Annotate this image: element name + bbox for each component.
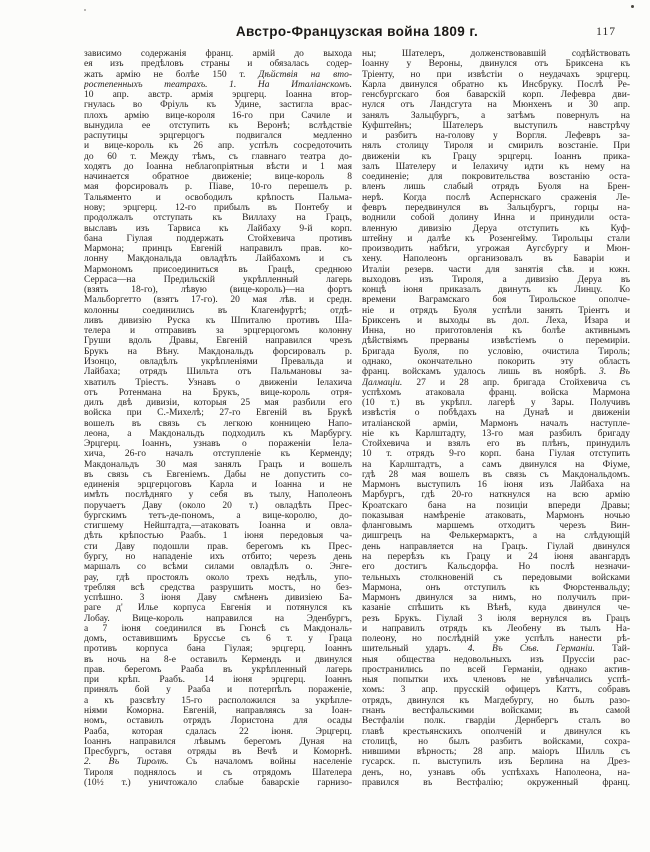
text-line: стигшему Нейштадта,—атаковать Іоанна и овла- xyxy=(84,521,352,532)
text-line: при крѣп. Раабъ. 14 іюня эрцгерц. Іоаннъ xyxy=(84,675,352,686)
text-line: столицѣ, но былъ разбитъ войсками, сохра- xyxy=(362,736,630,747)
text-line: продолжалъ отступать къ Виллаху на Грацъ, xyxy=(84,213,352,224)
text-line: Макдональдъ 30 мая занялъ Грацъ и вошелъ xyxy=(84,459,352,470)
text-line: успѣшно. 3 іюня Даву смѣненъ дивизіею Ба- xyxy=(84,593,352,604)
text-line: вленъ лишь слабый отрядъ Буоля на Брен- xyxy=(362,182,630,193)
text-line: Тріенту, но при извѣстіи о неудачахъ эрцгерц. xyxy=(362,69,630,80)
text-line: однако, окончательно покорить эту область xyxy=(362,356,630,367)
text-line: Далмаціи. 27 и 28 апр. бригада Стойхевича съ xyxy=(362,377,630,388)
text-line: сти Даву подошли прав. берегомъ къ Прес- xyxy=(84,541,352,552)
text-line: Италіи резерв. части для занятія сѣв. и южн. xyxy=(362,264,630,275)
text-line: мая форсировалъ р. Піаве, 10-го перешелъ р. xyxy=(84,182,352,193)
text-line: ны; Шателеръ, долженствовавшій содѣйствовать xyxy=(362,49,630,59)
text-line: колонны соединились въ Клагенфуртѣ; отдѣ- xyxy=(84,305,352,316)
text-line: плохъ армію вице-короля 16-го при Сачиле и xyxy=(84,110,352,121)
text-line: имѣть послѣдняго у себя въ тылу, Наполеонъ xyxy=(84,490,352,501)
text-line: (10 т.) въ укрѣпл. лагерѣ у Зары. Получивъ xyxy=(362,398,630,409)
text-line: нившими вѣрность; 28 апр. маіоръ Шилль съ xyxy=(362,747,630,758)
running-head xyxy=(84,24,630,42)
text-line: дѣть крѣпостью Раабъ. 1 іюня передовыя ча- xyxy=(84,531,352,542)
text-line: Стойхевича и взялъ его въ плѣнъ, принудилъ xyxy=(362,439,630,450)
text-line: гнанъ вестфальскими войсками; въ самой xyxy=(362,706,630,716)
text-line: гнулась во Фріуль къ Удине, застигла врас- xyxy=(84,100,352,111)
scan-speck xyxy=(631,5,634,8)
text-line: Тальяменто и освободилъ крѣпость Пальма- xyxy=(84,192,352,203)
text-line: начинается обратное движеніе; вице-король 8 xyxy=(84,172,352,183)
text-line: Мармонъ выступилъ 16 іюня изъ Лайбаха на xyxy=(362,480,630,491)
text-line: хомъ: 3 апр. прусскій офицеръ Каттъ, собравъ xyxy=(362,685,630,696)
text-line: войска при С.-Михелѣ; 27-го Евгеній въ Брукѣ xyxy=(84,408,352,419)
text-line: хену. Наполеонъ организовалъ въ Баваріи и xyxy=(362,254,630,265)
text-line: пространились по всей Германіи, однако актив- xyxy=(362,664,630,675)
text-line: въ связь съ Евгеніемъ. Дабы не допустить со- xyxy=(84,469,352,480)
text-line: производить набѣги, угрожая Аугсбургу и Мюн- xyxy=(362,244,630,255)
text-line: движеніи къ Грацу эрцгерц. Іоаннъ прика- xyxy=(362,151,630,162)
text-line: Лайбаха; отрядъ Шильта отъ Пальмановы за- xyxy=(84,367,352,378)
text-line: выславъ изъ Тарвиса къ Лайбаху 9-й корп. xyxy=(84,223,352,234)
text-line: полеону, но послѣдній уже успѣлъ нанести рѣ- xyxy=(362,634,630,645)
text-line: принялъ бой у Рааба и потерпѣлъ пораженіе, xyxy=(84,685,352,696)
text-line: леона, а Макдональдъ подходилъ къ Марбургу. xyxy=(84,428,352,439)
text-line: въ ночь на 8-е оставилъ Кермендъ и двинулся xyxy=(84,654,352,665)
text-line: лонну Макдональда овладѣть Лайбахомъ и съ xyxy=(84,254,352,265)
text-line: гдѣ 28 мая вошелъ въ связь съ Макдональдомъ. xyxy=(362,469,630,480)
text-line: вленную дивизію Деруа отступить къ Куф- xyxy=(362,223,630,234)
text-line: противъ корпуса бана Гіулая; эрцгерц. Іоаннъ xyxy=(84,644,352,655)
text-line: нову; эрцгерц. 12-го прибылъ въ Понтебу и xyxy=(84,202,352,213)
text-line: ніями Коморна. Евгеній, направляясь за Іоан- xyxy=(84,706,352,716)
text-line: занялъ Зальцбургъ, а затѣмъ повернулъ на xyxy=(362,110,630,121)
text-line: на Карлштадтъ, а самъ двинулся на Фіуме, xyxy=(362,459,630,470)
text-line: Серраса—на Предильскій укрѣпленный лагерь xyxy=(84,274,352,285)
text-line: ныя общества недовольныхъ изъ Пруссіи рас- xyxy=(362,654,630,665)
text-columns xyxy=(84,49,630,788)
text-line: ныя попытки ихъ членовъ не увѣнчались успѣ- xyxy=(362,675,630,686)
text-line: концѣ іюня приказалъ двинуть къ Линцу. Ко xyxy=(362,285,630,296)
text-line: его достигъ Кальсдорфа. Но послѣ незначи- xyxy=(362,562,630,573)
text-line: залъ Шателеру и Іелахичу идти къ нему на xyxy=(362,161,630,172)
text-line: показывая намѣреніе атаковать, Мармонъ ночью xyxy=(362,510,630,521)
text-line: дишгрецъ на Фелькермарктъ, а на слѣдующій xyxy=(362,531,630,542)
text-line: нулся отъ Ландсгута на Мюнхенъ и 30 апр. xyxy=(362,100,630,111)
text-line: соединеніе; для покровительства возстанію оста- xyxy=(362,172,630,183)
text-line: распутицы эрцгерцогъ подвигался медленно xyxy=(84,131,352,142)
text-line: Рааба, которая сдалась 22 іюня. Эрцгерц. xyxy=(84,726,352,737)
text-line: рау, гдѣ простоялъ около трехъ недѣль, упо- xyxy=(84,572,352,583)
text-line: времени Ваграмскаго боя Тирольское ополче- xyxy=(362,295,630,306)
text-line: денъ, но, узнавъ объ успѣхахъ Наполеона, на- xyxy=(362,767,630,778)
text-line: Кроатскаго бана на позиціи впереди Дравы; xyxy=(362,500,630,511)
text-line: на перерѣзъ къ Грацу и 24 іюня авангардъ xyxy=(362,552,630,563)
text-line: Бригада Буоля, по условію, очистила Тироль; xyxy=(362,346,630,357)
text-line: и вице-король къ 26 апр. успѣлъ сосредоточить xyxy=(84,141,352,152)
text-line: Мармонъ двинулся за нимъ, но получилъ при- xyxy=(362,593,630,604)
column-left xyxy=(84,49,352,788)
text-line: фланговымъ маршемъ отходитъ черезъ Вин- xyxy=(362,521,630,532)
text-line: выходовъ изъ Тироля, а дивизію Деруа въ xyxy=(362,274,630,285)
text-line: (10½ т.) уничтожало слабые баварскіе гарнизо- xyxy=(84,777,352,788)
text-line: главѣ крестьянскихъ ополченій и двинулся къ xyxy=(362,726,630,737)
text-line: Марбургъ, гдѣ 20-го наткнулся на всю армію xyxy=(362,490,630,501)
text-line: Инна, но приготовленія къ болѣе активнымъ xyxy=(362,326,630,337)
text-line: ливъ дивизію Руска къ Шпиталю противъ Ша- xyxy=(84,315,352,326)
text-line: нялъ столицу Тироля и смирилъ возстаніе. При xyxy=(362,141,630,152)
text-line: извѣстія о побѣдахъ на Дунаѣ и движеніи xyxy=(362,408,630,419)
text-line: телера и отправивъ за эрцгерцогомъ колонну xyxy=(84,326,352,337)
text-line: отрядъ, двинулся къ Магдебургу, но былъ разо- xyxy=(362,695,630,706)
page-number: 117 xyxy=(596,26,616,38)
text-line: Груши вдоль Дравы, Евгеній направился чрезъ xyxy=(84,336,352,347)
text-line: Мармона, онъ отступилъ къ Фюрстенвальду; xyxy=(362,582,630,593)
text-line: Мармономъ присоединиться въ Грацѣ, среднюю xyxy=(84,264,352,275)
text-line: тельныхъ столкновеній съ передовыми войсками xyxy=(362,572,630,583)
text-line: ніе къ Карлштадту, 13-го мая разбилъ бригаду xyxy=(362,428,630,439)
text-line: 2. Въ Тиролѣ. Съ началомъ войны населеніе xyxy=(84,757,352,768)
text-line: зависимо содержанія франц. армій до выхода xyxy=(84,49,352,59)
text-line: Вестфаліи полк. гвардіи Дернбергъ сталъ во xyxy=(362,716,630,727)
text-line: отъ Ротенмана на Брукъ, вице-король отря- xyxy=(84,387,352,398)
text-line: (взять 18-го), лѣвую (вице-король)—на фортъ xyxy=(84,285,352,296)
text-line: резъ Брукъ. Гіулай 3 іюля вернулся въ Грацъ xyxy=(362,613,630,624)
text-line: Лобау. Вице-король направился на Эденбургъ, xyxy=(84,613,352,624)
text-line: Пресбургъ, оставя отряды въ Вечѣ и Коморнѣ. xyxy=(84,747,352,758)
text-line: Тироля поднялось и съ отрядомъ Шателера xyxy=(84,767,352,778)
text-line: и направилъ отрядъ къ Леобену въ тылъ На- xyxy=(362,623,630,634)
text-line: успѣхомъ атаковала франц. войска Мармона xyxy=(362,387,630,398)
text-line: нерѣ. Когда послѣ Аспернскаго сраженія Ле- xyxy=(362,192,630,203)
text-line: 10 т. отрядъ 9-го корп. бана Гіулая отступить xyxy=(362,449,630,460)
column-right xyxy=(362,49,630,788)
text-line: хватилъ Тріестъ. Узнавъ о движеніи Іелахича xyxy=(84,377,352,388)
text-line: раге д' Илье корпуса Евгенія и потянулся къ xyxy=(84,603,352,614)
text-line: Іоанну у Вероны, двинулся отъ Бриксена къ xyxy=(362,59,630,70)
text-line: Мальборгетто (взятъ 17-го). 20 мая лѣв. и средн. xyxy=(84,295,352,306)
text-line: а къ разсвѣту 15-го расположился за укрѣпле- xyxy=(84,695,352,706)
text-line: до 60 т. Между тѣмъ, съ главнаго театра до- xyxy=(84,151,352,162)
text-line: ея изъ предѣловъ страны и обязалась содер- xyxy=(84,59,352,70)
text-line: жать армію не болѣе 150 т. Дѣйствія на вто- xyxy=(84,69,352,80)
text-line: Бриксенъ и выходы въ дол. Леха, Изара и xyxy=(362,315,630,326)
text-line: казаніе спѣшить къ Вѣнѣ, куда двинулся че- xyxy=(362,603,630,614)
text-line: требляя всѣ средства разрушить мостъ, но без- xyxy=(84,582,352,593)
text-line: 10 апр. австр. армія эрцгерц. Іоанна втор- xyxy=(84,90,352,101)
text-line: италіанской арміи, Мармонъ началъ наступле- xyxy=(362,418,630,429)
text-line: ростепенныхъ театрахъ. 1. На Италіанскомъ. xyxy=(84,79,352,90)
text-line: домъ, оставившимъ Бруссье съ 6 т. у Граца xyxy=(84,634,352,645)
text-line: хича, 26-го началъ отступленіе къ Керменду; xyxy=(84,449,352,460)
text-line: единенія эрцгерцоговъ Карла и Іоанна и не xyxy=(84,480,352,491)
text-line: Карла двинулся обратно къ Инсбруку. Послѣ Ре- xyxy=(362,79,630,90)
text-line: февръ передвинулся въ Зальцбургъ, горцы на- xyxy=(362,202,630,213)
text-line: дѣйствіямъ прерваны извѣстіемъ о перемиріи. xyxy=(362,336,630,347)
text-line: день направляется на Грацъ. Гіулай двинулся xyxy=(362,541,630,552)
text-line: поручаетъ Даву (около 20 т.) овладѣть Прес- xyxy=(84,500,352,511)
text-line: Эрцгерц. Іоаннъ, узнавъ о пораженіи Іела- xyxy=(84,439,352,450)
text-line: ніе и отрядъ Буоля успѣли занять Тріентъ и xyxy=(362,305,630,316)
text-line: Куфштейнъ; Шателеръ выступилъ навстрѣчу xyxy=(362,120,630,131)
text-line: бургу, но нападеніе ихъ отбито; черезъ день xyxy=(84,552,352,563)
text-line: франц. войскамъ удалось лишь въ ноябрѣ. 3. Въ xyxy=(362,367,630,378)
text-line: штейну и далѣе къ Розенгейму. Тирольцы стали xyxy=(362,233,630,244)
text-line: прав. берегомъ Рааба въ укрѣпленный лагерь xyxy=(84,664,352,675)
text-line: а 7 іюня соединился въ Гюнсѣ съ Макдональ- xyxy=(84,623,352,634)
text-line: вынудила ее отступить къ Веронѣ; вслѣдствіе xyxy=(84,120,352,131)
text-line: воднили собой долину Инна и принудили оста- xyxy=(362,213,630,224)
text-line: Брукъ на Вѣну. Макдональдъ форсировалъ р. xyxy=(84,346,352,357)
text-line: дилъ двѣ дивизіи, которыя 25 мая разбили его xyxy=(84,398,352,409)
text-line: вошелъ въ связь съ легкою конницею Напо- xyxy=(84,418,352,429)
text-line: ходятъ до Іоанна неблагопріятныя вѣсти и 1 мая xyxy=(84,161,352,172)
text-line: Мармона; принцъ Евгеній направилъ прав. ко- xyxy=(84,244,352,255)
scan-speck xyxy=(84,9,86,11)
text-line: и разбитъ на-голову у Воргля. Лефевръ за- xyxy=(362,131,630,142)
text-line: генсбургскаго боя баварскій корп. Лефевра дви- xyxy=(362,90,630,101)
text-line: Изонцо, овладѣлъ укрѣпленіями Превальда и xyxy=(84,356,352,367)
text-line: бана Гіулая поддержать Стойхевича противъ xyxy=(84,233,352,244)
page-title: Австро-Французская война 1809 г. xyxy=(235,24,479,39)
text-line: гусарск. п. выступилъ изъ Берлина на Дрез- xyxy=(362,757,630,768)
text-line: маршалъ со всѣми силами овладѣлъ о. Энге- xyxy=(84,562,352,573)
text-line: правился въ Вестфалію; окруженный франц. xyxy=(362,777,630,788)
text-line: Іоаннъ направился лѣвымъ берегомъ Дуная на xyxy=(84,736,352,747)
text-line: бургскимъ тетъ-де-пономъ, а вице-королю, до- xyxy=(84,510,352,521)
text-line: номъ, оставилъ отрядъ Лористона для осады xyxy=(84,716,352,727)
text-line: шительный ударъ. 4. Въ Сѣв. Германіи. Тай- xyxy=(362,644,630,655)
